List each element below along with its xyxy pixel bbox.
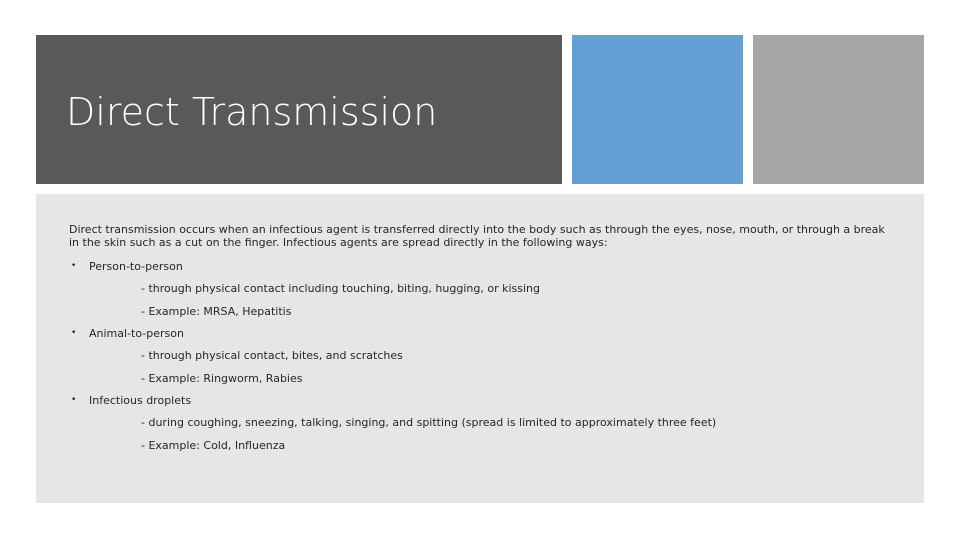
content-panel bbox=[36, 194, 924, 503]
bullet-detail: - through physical contact, bites, and scratches bbox=[141, 349, 403, 362]
bullet-detail: - through physical contact including touching, biting, hugging, or kissing bbox=[141, 282, 540, 295]
bullet-label: Person-to-person bbox=[89, 260, 183, 273]
accent-block-gray bbox=[753, 35, 924, 184]
body-text bbox=[69, 223, 889, 461]
slide-title: Direct Transmission bbox=[66, 90, 438, 134]
bullet-icon: • bbox=[71, 261, 77, 271]
bullet-detail: - Example: Cold, Influenza bbox=[141, 438, 286, 452]
bullet-icon: • bbox=[71, 328, 77, 338]
bullet-item bbox=[69, 394, 889, 406]
bullet-detail: - Example: MRSA, Hepatitis bbox=[141, 304, 292, 318]
intro-paragraph: Direct transmission occurs when an infectious agent is transferred directly into the body such as through the eyes, nose, mouth, or through a break in the skin such as a cut on the finger. Infectious agents are spread directly in the following ways: bbox=[69, 223, 885, 249]
bullet-label: Animal-to-person bbox=[89, 327, 184, 340]
bullet-item bbox=[69, 327, 889, 339]
bullet-icon: • bbox=[71, 395, 77, 405]
bullet-detail: - during coughing, sneezing, talking, singing, and spitting (spread is limited to approximately three feet) bbox=[141, 416, 717, 429]
bullet-label: Infectious droplets bbox=[89, 394, 192, 407]
title-panel bbox=[36, 35, 562, 184]
bullet-item bbox=[69, 260, 889, 272]
bullet-detail: - Example: Ringworm, Rabies bbox=[141, 371, 303, 385]
accent-block-blue bbox=[572, 35, 743, 184]
